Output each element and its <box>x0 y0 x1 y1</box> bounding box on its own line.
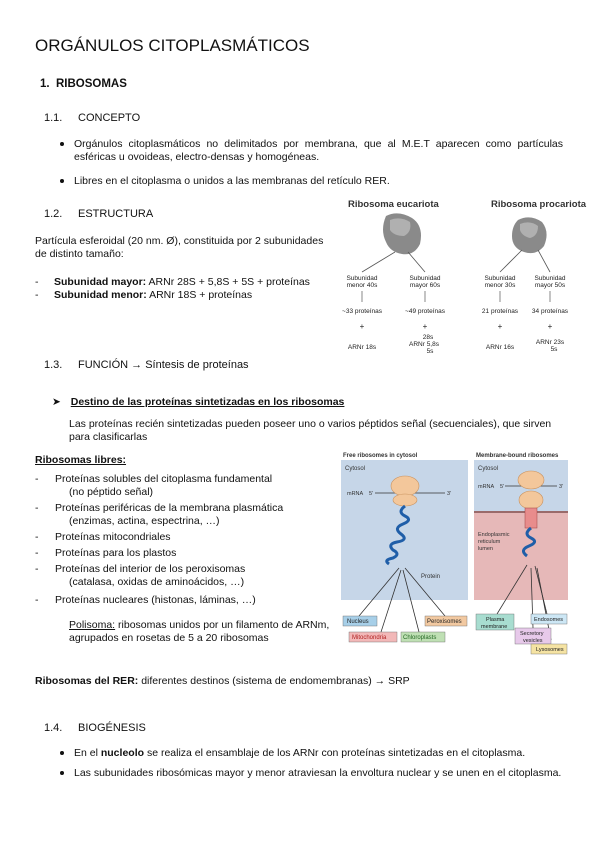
col4-sub-line1: Subunidad <box>534 275 566 282</box>
subunidad-menor-label: Subunidad menor: <box>54 289 147 301</box>
euk-title: Ribosoma eucariota <box>348 199 439 210</box>
left-3prime: 3' <box>447 491 452 497</box>
er-label-line1: Endoplasmic <box>478 532 510 538</box>
bullet-dot <box>60 751 64 755</box>
plus-3: + <box>497 322 503 331</box>
subunidad-mayor: - Subunidad mayor: ARNr 28S + 5,8S + 5S + proteínas <box>35 276 310 288</box>
libres-item-2: - Proteínas periféricas de la membrana plasmática (enzimas, actina, espectrina, …) <box>35 502 284 527</box>
er-lumen-bg <box>474 512 568 600</box>
dest-plasma-line1: Plasma <box>486 617 505 623</box>
subsection-number: 1.2. <box>44 208 63 220</box>
estructura-intro: Partícula esferoidal (20 nm. Ø), constituida por 2 subunidades de distinto tamaño: <box>35 235 324 260</box>
subsection-label: ESTRUCTURA <box>78 208 154 220</box>
translocon <box>525 508 537 528</box>
bullet-dot <box>60 142 64 146</box>
libres-item-sub: (catalasa, oxidas de aminoácidos, …) <box>69 575 245 588</box>
er-label-line2: reticulum <box>478 539 501 545</box>
dest-nucleus: Nucleus <box>347 619 369 625</box>
bullet-dot <box>60 771 64 775</box>
col2-prot: ~49 proteínas <box>405 308 445 315</box>
subsection-number: 1.1. <box>44 112 63 124</box>
libres-heading <box>35 454 126 467</box>
col3-arn: ARNr 16s <box>485 344 515 351</box>
dest-mitochondria: Mitochondria <box>352 635 387 641</box>
subunidad-menor: - Subunidad menor: ARNr 18S + proteínas <box>35 289 253 301</box>
libres-item-5: - Proteínas del interior de los peroxisomas (catalasa, oxidas de aminoácidos, …) <box>35 563 246 588</box>
bullet-dot <box>60 179 64 183</box>
polisoma-text1: ribosomas unidos por un filamento de ARNm, <box>115 619 330 631</box>
libres-item-text: Proteínas solubles del citoplasma fundamental <box>55 473 273 485</box>
col1-sub-line1: Subunidad <box>346 275 378 282</box>
page-title: ORGÁNULOS CITOPLASMÁTICOS <box>35 36 310 55</box>
b1-pre: En el <box>74 747 101 759</box>
right-ribosome-large <box>518 471 544 489</box>
dest-endosomes: Endosomes <box>534 617 564 623</box>
polisoma <box>69 619 344 644</box>
b2-text: Las subunidades ribosómicas mayor y menor atraviesan la envoltura nuclear y se unen en el citoplasma. <box>74 767 562 779</box>
col3-sub-line1: Subunidad <box>484 275 516 282</box>
col4-sub-line2: mayor 50s <box>534 282 566 289</box>
section-label: RIBOSOMAS <box>55 78 127 90</box>
libres-item-4: - Proteínas para los plastos <box>35 547 335 560</box>
subsection-label: CONCEPTO <box>78 112 141 124</box>
dest-lysosomes: Lysosomes <box>536 647 564 653</box>
section-number: 1. <box>40 78 50 90</box>
rer-line <box>35 675 575 688</box>
subsection-label: FUNCIÓN → Síntesis de proteínas <box>78 359 249 371</box>
col4-prot: 34 proteínas <box>531 308 569 315</box>
polisoma-label: Polisoma: <box>69 619 116 631</box>
libres-item-6: - Proteínas nucleares (histonas, láminas, …) <box>35 594 335 607</box>
rer-label: Ribosomas del RER: <box>35 675 139 687</box>
col1-sub-line2: menor 40s <box>346 282 378 289</box>
col3-prot: 21 proteínas <box>481 308 519 315</box>
libres-item-text: Proteínas periféricas de la membrana plasmática <box>55 502 284 514</box>
right-panel-title: Membrane-bound ribosomes <box>476 453 559 459</box>
protein-destination-figure <box>341 450 568 655</box>
bullet-concepto-2 <box>60 175 563 188</box>
subsection-biogenesis <box>44 722 146 734</box>
left-5prime: 5' <box>369 491 374 497</box>
dest-plasma-line2: membrane <box>481 624 508 630</box>
rer-text: diferentes destinos (sistema de endomembranas) → SRP <box>138 675 410 687</box>
right-3prime: 3' <box>559 484 564 490</box>
col4-arn-line2: 5s <box>550 346 558 353</box>
euk-ribosome-shape <box>383 213 421 254</box>
b1-post: se realiza el ensamblaje de los ARNr con proteínas sintetizadas en el citoplasma. <box>144 747 526 759</box>
left-ribosome-small <box>393 494 417 506</box>
down-arrows <box>362 291 550 302</box>
ribosome-figure <box>340 196 587 356</box>
col2-arn-line3: 5s <box>426 348 434 355</box>
er-label-line3: lumen <box>478 546 493 552</box>
destino-heading <box>52 396 344 409</box>
left-panel-title: Free ribosomes in cytosol <box>343 453 418 459</box>
plus-4: + <box>547 322 553 331</box>
subunidad-mayor-text: ARNr 28S + 5,8S + 5S + proteínas <box>146 276 310 288</box>
col2-arn-line1: 28s <box>422 334 434 341</box>
section-heading-ribosomas <box>40 78 127 90</box>
libres-item-text: Proteínas para los plastos <box>55 547 177 559</box>
bullet-concepto-1 <box>60 138 563 163</box>
dest-peroxisomes: Peroxisomes <box>427 619 462 625</box>
destino-heading-text: Destino de las proteínas sintetizadas en los ribosomas <box>70 396 345 408</box>
libres-item-1: - Proteínas solubles del citoplasma fundamental (no péptido señal) <box>35 473 273 498</box>
col2-arn-line2: ARNr 5,8s <box>409 341 439 348</box>
right-ribosome-small <box>519 491 543 509</box>
right-5prime: 5' <box>500 484 505 490</box>
left-mrna-label: mRNA <box>347 491 364 497</box>
libres-item-text: Proteínas nucleares (histonas, láminas, …) <box>55 594 256 606</box>
col3-sub-line2: menor 30s <box>484 282 516 289</box>
dest-secretory-line2: vesicles <box>523 638 543 644</box>
connector-lines <box>362 250 550 272</box>
subsection-estructura <box>44 208 153 220</box>
col1-prot: ~33 proteínas <box>342 308 382 315</box>
libres-heading-text: Ribosomas libres: <box>35 454 127 466</box>
dest-chloroplasts: Chloroplasts <box>403 635 437 641</box>
plus-2: + <box>422 322 428 331</box>
col2-sub-line1: Subunidad <box>409 275 441 282</box>
libres-item-sub: (no péptido señal) <box>69 485 154 498</box>
b1-bold: nucleolo <box>100 747 145 759</box>
polisoma-text2: agrupados en rosetas de 5 a 20 ribosomas <box>69 631 269 644</box>
libres-item-text: Proteínas mitocondriales <box>55 531 171 543</box>
subsection-concepto <box>44 112 140 124</box>
libres-item-3: - Proteínas mitocondriales <box>35 531 335 544</box>
subsection-number: 1.4. <box>44 722 63 734</box>
bullet-text: Libres en el citoplasma o unidos a las membranas del retículo RER. <box>74 175 390 187</box>
bullet-biogenesis-2 <box>60 767 580 780</box>
libres-item-sub: (enzimas, actina, espectrina, …) <box>69 514 220 527</box>
col2-sub-line2: mayor 60s <box>409 282 441 289</box>
dest-secretory-line1: Secretory <box>520 631 544 637</box>
right-mrna-label: mRNA <box>478 484 495 490</box>
subsection-funcion <box>44 359 249 371</box>
col1-arn: ARNr 18s <box>347 344 377 351</box>
left-cytosol-label: Cytosol <box>345 466 366 472</box>
bullet-text: Orgánulos citoplasmáticos no delimitados por membrana, que al M.E.T aparecen como partículas esféricas u ovoideas, electro-densas y homogéneas. <box>74 138 563 163</box>
plus-1: + <box>359 322 365 331</box>
subsection-label: BIOGÉNESIS <box>78 722 146 734</box>
left-ribosome-large <box>391 476 419 496</box>
subunidad-mayor-label: Subunidad mayor: <box>54 276 147 288</box>
pro-ribosome-shape <box>512 217 547 253</box>
subunidad-menor-text: ARNr 18S + proteínas <box>146 289 253 301</box>
right-cytosol-label: Cytosol <box>478 466 499 472</box>
left-protein-label: Protein <box>421 574 441 580</box>
subsection-number: 1.3. <box>44 359 63 371</box>
arrow-bullet-icon: ➤ <box>52 396 61 408</box>
pro-title: Ribosoma procariota <box>491 199 587 210</box>
bullet-biogenesis-1 <box>60 747 580 760</box>
destino-text: Las proteínas recién sintetizadas pueden poseer uno o varios péptidos señal (secuenciales), que sirven para clasificarlas <box>69 418 552 443</box>
col4-arn-line1: ARNr 23s <box>535 339 565 346</box>
libres-item-text: Proteínas del interior de los peroxisomas <box>55 563 246 575</box>
